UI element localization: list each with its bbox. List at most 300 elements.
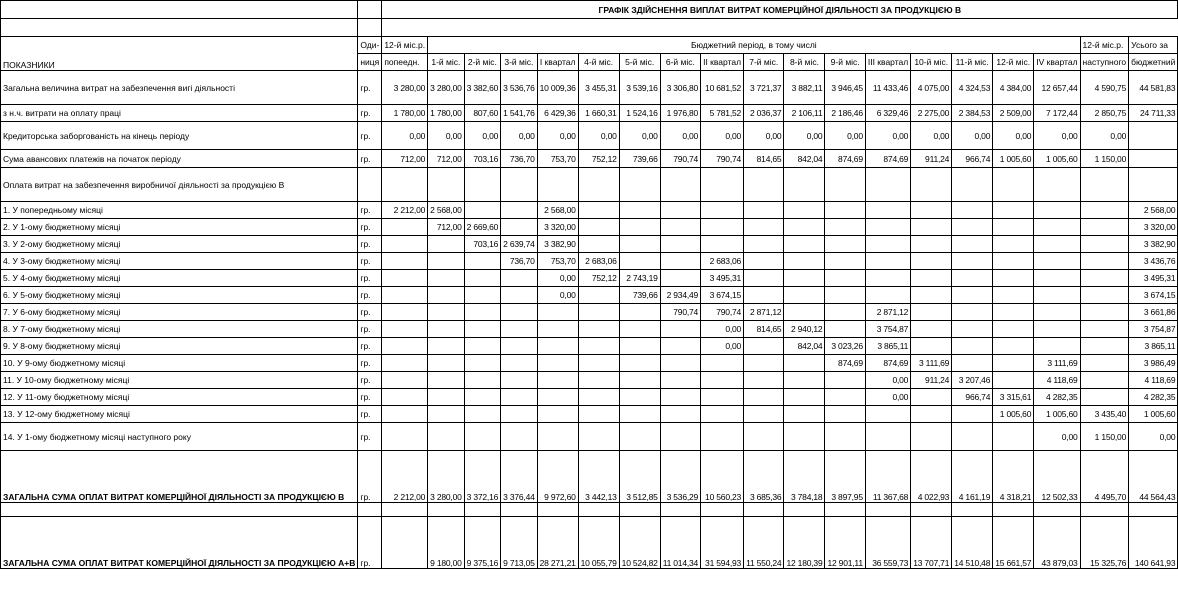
- value-cell: [865, 270, 910, 287]
- value-cell: [911, 202, 952, 219]
- value-cell: [911, 423, 952, 451]
- value-cell: 1 005,60: [993, 150, 1034, 168]
- table-row: [1, 304, 1178, 321]
- value-cell: [952, 219, 993, 236]
- value-cell: [578, 321, 619, 338]
- value-cell: [428, 270, 465, 287]
- value-cell: [701, 236, 744, 253]
- value-cell: [744, 355, 784, 372]
- value-cell: [660, 236, 700, 253]
- budget-period-header: Бюджетний період, в тому числі: [428, 37, 1080, 54]
- value-cell: [784, 355, 825, 372]
- value-cell: [501, 372, 538, 389]
- row-label: 11. У 10-ому бюджетному місяці: [1, 372, 358, 389]
- value-cell: 1 660,31: [578, 105, 619, 122]
- value-cell: [537, 389, 578, 406]
- total-value-cell: 3 376,44: [501, 451, 538, 503]
- value-cell: 6 429,36: [537, 105, 578, 122]
- total-value-cell: 11 014,34: [660, 517, 700, 569]
- value-cell: 4 590,75: [1080, 71, 1129, 105]
- indicators-header: ПОКАЗНИКИ: [1, 37, 358, 71]
- value-cell: 4 075,00: [911, 71, 952, 105]
- row-label: 12. У 11-ому бюджетному місяці: [1, 389, 358, 406]
- value-cell: 0,00: [501, 122, 538, 150]
- value-cell: [911, 304, 952, 321]
- unit-header-bottom: ниця: [358, 54, 382, 71]
- value-cell: [865, 287, 910, 304]
- value-cell: 2 036,37: [744, 105, 784, 122]
- value-cell: [744, 168, 784, 202]
- row-unit: гр.: [358, 219, 382, 236]
- total-value-cell: 12 180,39: [784, 517, 825, 569]
- value-cell: 1 150,00: [1080, 423, 1129, 451]
- row-unit: гр.: [358, 451, 382, 503]
- column-header: ІІІ квартал: [865, 54, 910, 71]
- value-cell: [464, 389, 501, 406]
- blank-cell: [1, 503, 358, 517]
- value-cell: [578, 406, 619, 423]
- total-value-cell: 10 524,82: [619, 517, 660, 569]
- value-cell: [428, 168, 465, 202]
- value-cell: 1 150,00: [1080, 150, 1129, 168]
- value-cell: [911, 287, 952, 304]
- value-cell: [382, 287, 428, 304]
- table-row: [1, 287, 1178, 304]
- table-row: [1, 372, 1178, 389]
- value-cell: [993, 219, 1034, 236]
- value-cell: [701, 389, 744, 406]
- total-value-cell: 10 560,23: [701, 451, 744, 503]
- value-cell: 4 118,69: [1129, 372, 1178, 389]
- table-row: [1, 321, 1178, 338]
- value-cell: 712,00: [428, 150, 465, 168]
- value-cell: [619, 406, 660, 423]
- value-cell: [1080, 287, 1129, 304]
- value-cell: [660, 168, 700, 202]
- table-row: [1, 105, 1178, 122]
- value-cell: [464, 168, 501, 202]
- value-cell: [911, 219, 952, 236]
- value-cell: [619, 423, 660, 451]
- value-cell: [825, 389, 865, 406]
- value-cell: 911,24: [911, 372, 952, 389]
- value-cell: 3 495,31: [701, 270, 744, 287]
- column-header: 3-й міс.: [501, 54, 538, 71]
- value-cell: [382, 253, 428, 270]
- value-cell: [578, 287, 619, 304]
- value-cell: 842,04: [784, 338, 825, 355]
- value-cell: [501, 304, 538, 321]
- value-cell: [744, 372, 784, 389]
- value-cell: [1080, 168, 1129, 202]
- value-cell: 3 536,76: [501, 71, 538, 105]
- value-cell: 10 681,52: [701, 71, 744, 105]
- value-cell: [952, 355, 993, 372]
- value-cell: [660, 253, 700, 270]
- value-cell: [1034, 321, 1080, 338]
- value-cell: 2 743,19: [619, 270, 660, 287]
- value-cell: 6 329,46: [865, 105, 910, 122]
- value-cell: [464, 338, 501, 355]
- table-row: [1, 71, 1178, 105]
- table-row: [1, 423, 1178, 451]
- row-label: Кредиторська заборгованість на кінець періоду: [1, 122, 358, 150]
- table-row: [1, 355, 1178, 372]
- blank-cell: [428, 503, 465, 517]
- value-cell: [784, 406, 825, 423]
- value-cell: [578, 389, 619, 406]
- value-cell: [619, 304, 660, 321]
- value-cell: 712,00: [428, 219, 465, 236]
- value-cell: [825, 321, 865, 338]
- value-cell: [537, 304, 578, 321]
- value-cell: [578, 219, 619, 236]
- value-cell: [993, 304, 1034, 321]
- value-cell: 2 871,12: [865, 304, 910, 321]
- value-cell: 3 435,40: [1080, 406, 1129, 423]
- total-value-cell: 140 641,93: [1129, 517, 1178, 569]
- value-cell: [428, 253, 465, 270]
- value-cell: 3 495,31: [1129, 270, 1178, 287]
- value-cell: [825, 168, 865, 202]
- value-cell: 790,74: [660, 150, 700, 168]
- value-cell: [660, 389, 700, 406]
- total-value-cell: 11 550,24: [744, 517, 784, 569]
- row-unit: гр.: [358, 338, 382, 355]
- total-value-cell: 15 661,57: [993, 517, 1034, 569]
- value-cell: [911, 338, 952, 355]
- value-cell: [464, 253, 501, 270]
- value-cell: [952, 168, 993, 202]
- value-cell: 12 657,44: [1034, 71, 1080, 105]
- value-cell: 1 780,00: [428, 105, 465, 122]
- value-cell: [911, 406, 952, 423]
- row-label: Сума авансових платежів на початок періоду: [1, 150, 358, 168]
- value-cell: 1 976,80: [660, 105, 700, 122]
- value-cell: [825, 287, 865, 304]
- total-value-cell: 3 784,18: [784, 451, 825, 503]
- value-cell: [1080, 202, 1129, 219]
- value-cell: [428, 304, 465, 321]
- value-cell: 752,12: [578, 150, 619, 168]
- value-cell: 3 320,00: [1129, 219, 1178, 236]
- value-cell: [784, 270, 825, 287]
- value-cell: [537, 168, 578, 202]
- value-cell: [825, 406, 865, 423]
- value-cell: [464, 202, 501, 219]
- row-label: Загальна величина витрат на забезпечення вигі діяльності: [1, 71, 358, 105]
- value-cell: 3 306,80: [660, 71, 700, 105]
- value-cell: [660, 406, 700, 423]
- column-header: 2-й міс.: [464, 54, 501, 71]
- value-cell: 874,69: [825, 150, 865, 168]
- value-cell: [701, 406, 744, 423]
- value-cell: [428, 406, 465, 423]
- value-cell: [501, 321, 538, 338]
- value-cell: [952, 304, 993, 321]
- value-cell: [993, 202, 1034, 219]
- row-unit: гр.: [358, 372, 382, 389]
- row-label: 3. У 2-ому бюджетному місяці: [1, 236, 358, 253]
- value-cell: [660, 270, 700, 287]
- value-cell: 736,70: [501, 150, 538, 168]
- value-cell: 2 384,53: [952, 105, 993, 122]
- value-cell: 10 009,36: [537, 71, 578, 105]
- column-header: І квартал: [537, 54, 578, 71]
- value-cell: [382, 270, 428, 287]
- value-cell: [1034, 168, 1080, 202]
- value-cell: [578, 423, 619, 451]
- value-cell: [1034, 287, 1080, 304]
- value-cell: [993, 355, 1034, 372]
- blank-cell: [825, 503, 865, 517]
- blank-cell: [701, 503, 744, 517]
- value-cell: [701, 219, 744, 236]
- value-cell: 790,74: [701, 150, 744, 168]
- value-cell: 0,00: [784, 122, 825, 150]
- total-value-cell: 31 594,93: [701, 517, 744, 569]
- row-label: 7. У 6-ому бюджетному місяці: [1, 304, 358, 321]
- row-unit: гр.: [358, 423, 382, 451]
- value-cell: [619, 338, 660, 355]
- value-cell: [993, 423, 1034, 451]
- value-cell: [993, 253, 1034, 270]
- value-cell: [578, 338, 619, 355]
- row-unit: гр.: [358, 389, 382, 406]
- value-cell: [701, 168, 744, 202]
- column-header: 1-й міс.: [428, 54, 465, 71]
- row-unit: гр.: [358, 355, 382, 372]
- value-cell: [501, 168, 538, 202]
- blank-cell: [501, 503, 538, 517]
- value-cell: 4 282,35: [1034, 389, 1080, 406]
- table-row: [1, 338, 1178, 355]
- table-row: [1, 389, 1178, 406]
- value-cell: [744, 236, 784, 253]
- value-cell: 3 674,15: [701, 287, 744, 304]
- value-cell: [464, 355, 501, 372]
- value-cell: 0,00: [825, 122, 865, 150]
- value-cell: [865, 423, 910, 451]
- value-cell: [464, 372, 501, 389]
- row-unit: гр.: [358, 304, 382, 321]
- value-cell: 0,00: [865, 389, 910, 406]
- value-cell: 2 568,00: [1129, 202, 1178, 219]
- table-row: [1, 270, 1178, 287]
- value-cell: 4 324,53: [952, 71, 993, 105]
- blank-cell: [1034, 503, 1080, 517]
- value-cell: 2 871,12: [744, 304, 784, 321]
- value-cell: 0,00: [865, 122, 910, 150]
- value-cell: [537, 355, 578, 372]
- value-cell: 3 865,11: [865, 338, 910, 355]
- value-cell: 4 282,35: [1129, 389, 1178, 406]
- value-cell: [619, 372, 660, 389]
- value-cell: 874,69: [825, 355, 865, 372]
- value-cell: 3 207,46: [952, 372, 993, 389]
- value-cell: 3 382,90: [1129, 236, 1178, 253]
- row-label: 13. У 12-ому бюджетному місяці: [1, 406, 358, 423]
- value-cell: [428, 423, 465, 451]
- value-cell: [382, 304, 428, 321]
- value-cell: [1080, 304, 1129, 321]
- value-cell: 3 986,49: [1129, 355, 1178, 372]
- row-unit: гр.: [358, 105, 382, 122]
- value-cell: 5 781,52: [701, 105, 744, 122]
- total-value-cell: 36 559,73: [865, 517, 910, 569]
- value-cell: [578, 355, 619, 372]
- column-header: 7-й міс.: [744, 54, 784, 71]
- table-row: [1, 202, 1178, 219]
- value-cell: [993, 321, 1034, 338]
- table-row: [1, 150, 1178, 168]
- value-cell: [382, 355, 428, 372]
- value-cell: [952, 338, 993, 355]
- value-cell: 0,00: [537, 122, 578, 150]
- row-unit: гр.: [358, 406, 382, 423]
- value-cell: [619, 389, 660, 406]
- value-cell: 814,65: [744, 150, 784, 168]
- value-cell: [428, 372, 465, 389]
- value-cell: [825, 304, 865, 321]
- value-cell: 814,65: [744, 321, 784, 338]
- value-cell: 703,16: [464, 150, 501, 168]
- row-label: 1. У попередньому місяці: [1, 202, 358, 219]
- value-cell: 3 946,45: [825, 71, 865, 105]
- value-cell: 2 940,12: [784, 321, 825, 338]
- total-value-cell: 15 325,76: [1080, 517, 1129, 569]
- value-cell: [501, 406, 538, 423]
- value-cell: 2 639,74: [501, 236, 538, 253]
- value-cell: [660, 219, 700, 236]
- value-cell: [865, 406, 910, 423]
- value-cell: [1129, 122, 1178, 150]
- row-unit: гр.: [358, 270, 382, 287]
- total-value-cell: 9 713,05: [501, 517, 538, 569]
- total-value-cell: 12 502,33: [1034, 451, 1080, 503]
- value-cell: 966,74: [952, 150, 993, 168]
- total-value-cell: [382, 517, 428, 569]
- value-cell: [382, 372, 428, 389]
- month12-header-bottom: наступного: [1080, 54, 1129, 71]
- value-cell: 2 850,75: [1080, 105, 1129, 122]
- total-value-cell: 4 318,21: [993, 451, 1034, 503]
- value-cell: [865, 168, 910, 202]
- value-cell: [865, 236, 910, 253]
- value-cell: 0,00: [744, 122, 784, 150]
- total-header-top: Усього за: [1129, 37, 1178, 54]
- value-cell: [382, 236, 428, 253]
- value-cell: 1 005,60: [993, 406, 1034, 423]
- value-cell: [501, 423, 538, 451]
- value-cell: [537, 406, 578, 423]
- value-cell: [784, 287, 825, 304]
- value-cell: [428, 355, 465, 372]
- value-cell: 874,69: [865, 355, 910, 372]
- value-cell: [952, 253, 993, 270]
- value-cell: 2 509,00: [993, 105, 1034, 122]
- table-row: [1, 236, 1178, 253]
- value-cell: 4 384,00: [993, 71, 1034, 105]
- total-value-cell: 3 897,95: [825, 451, 865, 503]
- value-cell: [825, 372, 865, 389]
- total-value-cell: 2 212,00: [382, 451, 428, 503]
- value-cell: 3 455,31: [578, 71, 619, 105]
- value-cell: 2 669,60: [464, 219, 501, 236]
- row-label: 14. У 1-ому бюджетному місяці наступного року: [1, 423, 358, 451]
- value-cell: [1034, 253, 1080, 270]
- value-cell: [619, 355, 660, 372]
- table-row: [1, 219, 1178, 236]
- value-cell: 3 539,16: [619, 71, 660, 105]
- blank-cell: [993, 503, 1034, 517]
- value-cell: 790,74: [660, 304, 700, 321]
- value-cell: [993, 287, 1034, 304]
- value-cell: [1034, 338, 1080, 355]
- value-cell: [1034, 202, 1080, 219]
- value-cell: 0,00: [1034, 423, 1080, 451]
- value-cell: [911, 168, 952, 202]
- value-cell: [1080, 321, 1129, 338]
- value-cell: [1080, 355, 1129, 372]
- value-cell: [952, 270, 993, 287]
- value-cell: [744, 406, 784, 423]
- value-cell: [578, 236, 619, 253]
- value-cell: [825, 253, 865, 270]
- total-value-cell: 12 901,11: [825, 517, 865, 569]
- value-cell: [382, 338, 428, 355]
- value-cell: [911, 389, 952, 406]
- value-cell: 739,66: [619, 150, 660, 168]
- value-cell: 2 934,49: [660, 287, 700, 304]
- value-cell: 1 780,00: [382, 105, 428, 122]
- value-cell: 0,00: [382, 122, 428, 150]
- value-cell: [619, 253, 660, 270]
- value-cell: 911,24: [911, 150, 952, 168]
- column-header: 9-й міс.: [825, 54, 865, 71]
- value-cell: 842,04: [784, 150, 825, 168]
- value-cell: 3 436,76: [1129, 253, 1178, 270]
- total-value-cell: 3 685,36: [744, 451, 784, 503]
- value-cell: 2 568,00: [537, 202, 578, 219]
- value-cell: 3 382,90: [537, 236, 578, 253]
- value-cell: [1080, 389, 1129, 406]
- month12-header-top: 12-й міс.р.: [1080, 37, 1129, 54]
- value-cell: [701, 355, 744, 372]
- value-cell: [744, 202, 784, 219]
- column-header: 5-й міс.: [619, 54, 660, 71]
- value-cell: 3 882,11: [784, 71, 825, 105]
- value-cell: 753,70: [537, 150, 578, 168]
- value-cell: [578, 168, 619, 202]
- value-cell: [701, 202, 744, 219]
- value-cell: 24 711,33: [1129, 105, 1178, 122]
- value-cell: 712,00: [382, 150, 428, 168]
- value-cell: [825, 236, 865, 253]
- value-cell: [537, 372, 578, 389]
- value-cell: [501, 389, 538, 406]
- value-cell: [993, 168, 1034, 202]
- total-value-cell: 9 972,60: [537, 451, 578, 503]
- value-cell: 3 280,00: [382, 71, 428, 105]
- table-row: [1, 168, 1178, 202]
- total-value-cell: 28 271,21: [537, 517, 578, 569]
- value-cell: 0,00: [701, 321, 744, 338]
- row-label: 2. У 1-ому бюджетному місяці: [1, 219, 358, 236]
- total-label: ЗАГАЛЬНА СУМА ОПЛАТ ВИТРАТ КОМЕРЦІЙНОЇ ДІЯЛЬНОСТІ ЗА ПРОДУКЦІЄЮ А+В: [1, 517, 358, 569]
- value-cell: [501, 287, 538, 304]
- value-cell: 2 212,00: [382, 202, 428, 219]
